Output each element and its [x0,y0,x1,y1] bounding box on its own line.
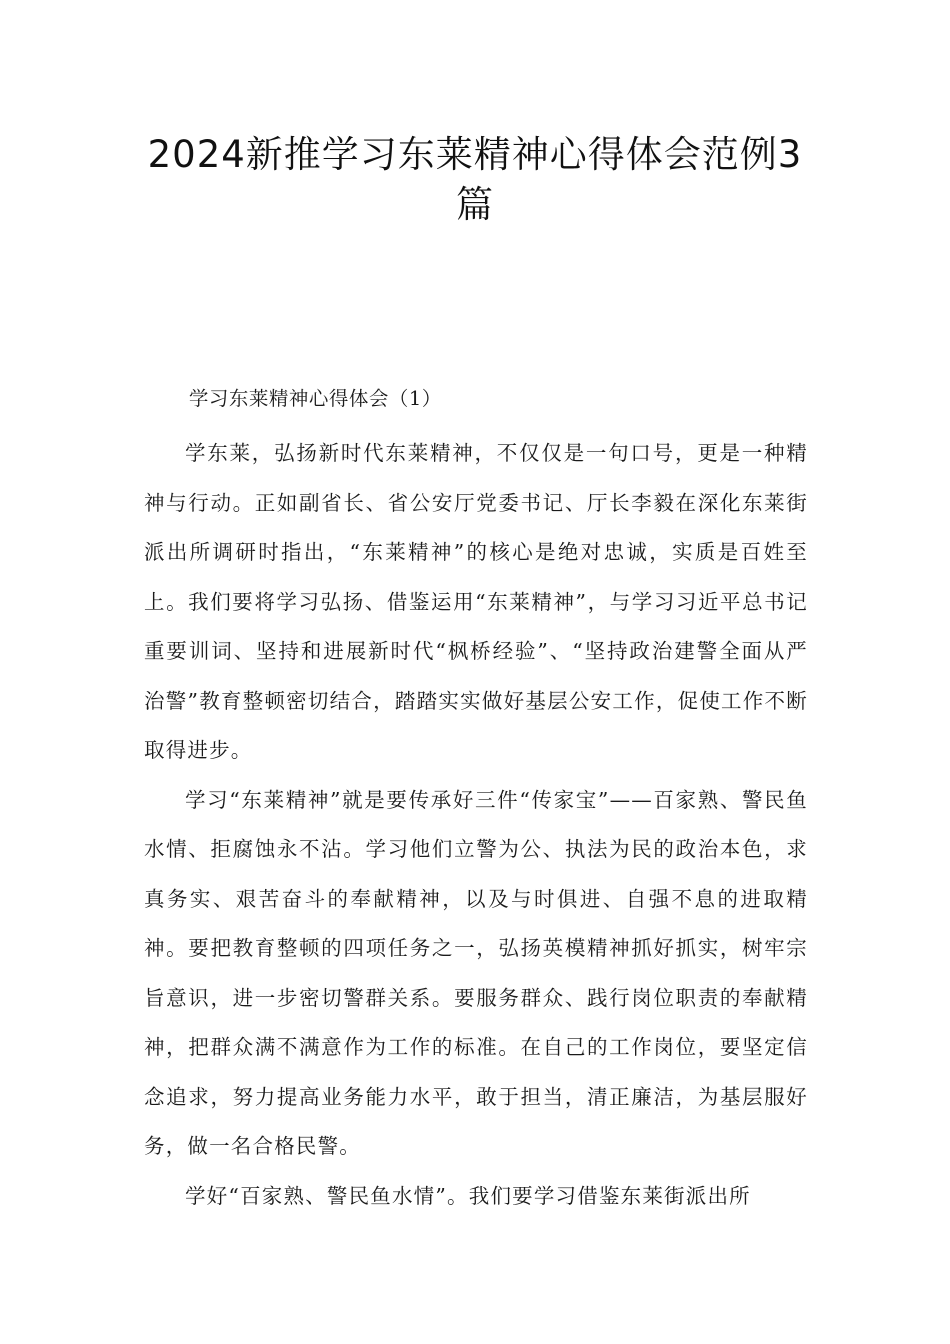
document-title: 2024新推学习东莱精神心得体会范例3篇 [147,133,803,226]
paragraph-2: 学习“东莱精神”就是要传承好三件“传家宝”——百家熟、警民鱼水情、拒腐蚀永不沾。学习他们立警为公、执法为民的政治本色，求真务实、艰苦奋斗的奉献精神，以及与时俱进、自强不息的进取精神。要把教育整顿的四项任务之一，弘扬英模精神抓好抓实，树牢宗旨意识，进一步密切警群关系。要服务群众、践行岗位职责的奉献精神，把群众满不满意作为工作的标准。在自己的工作岗位，要坚定信念追求，努力提高业务能力水平，敢于担当，清正廉洁，为基层服好务，做一名合格民警。 [144,787,808,1158]
paragraph-3: 学好“百家熟、警民鱼水情”。我们要学习借鉴东莱街派出所 [185,1183,751,1208]
paragraph-1: 学东莱，弘扬新时代东莱精神，不仅仅是一句口号，更是一种精神与行动。正如副省长、省公安厅党委书记、厅长李毅在深化东莱街派出所调研时指出，“东莱精神”的核心是绝对忠诚，实质是百姓至上。我们要将学习弘扬、借鉴运用“东莱精神”，与学习习近平总书记重要训词、坚持和进展新时代“枫桥经验”、“坚持政治建警全面从严治警”教育整顿密切结合，踏踏实实做好基层公安工作，促使工作不断取得进步。 [144,441,808,762]
section-heading: 学习东莱精神心得体会（1） [188,387,442,410]
document-body [144,380,808,1221]
